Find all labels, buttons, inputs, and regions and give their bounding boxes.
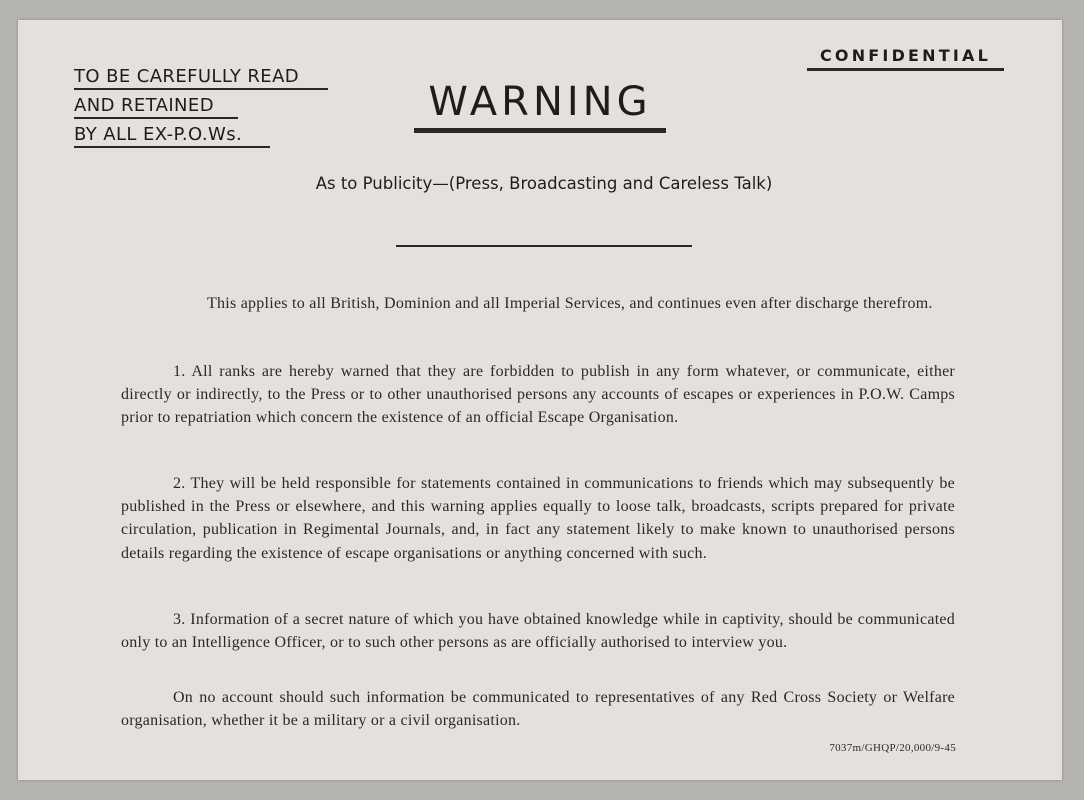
document-sheet <box>18 20 1062 780</box>
retain-notice <box>74 66 328 153</box>
paragraph-text: 3. Information of a secret nature of which you have obtained knowledge while in captivity, should be communicated only to an Intelligence Officer, or to such other persons as are officially authorised to interview you. <box>121 611 955 652</box>
retain-line-3: BY ALL EX-P.O.Ws. <box>74 124 270 148</box>
paragraph-text: On no account should such information be communicated to representatives of any Red Cross Society or Welfare organisation, whether it be a military or a civil organisation. <box>121 689 955 730</box>
intro-paragraph <box>121 292 955 315</box>
confidential-stamp: CONFIDENTIAL <box>807 46 1004 71</box>
paragraph-3 <box>121 608 955 654</box>
paragraph-4 <box>121 686 955 732</box>
page-title: WARNING <box>414 78 666 133</box>
divider-rule <box>396 245 692 247</box>
print-code: 7037m/GHQP/20,000/9-45 <box>829 742 956 754</box>
retain-line-1: TO BE CAREFULLY READ <box>74 66 328 90</box>
paragraph-text: 1. All ranks are hereby warned that they are forbidden to publish in any form whatever, or communicate, either directly or indirectly, to the Press or to other unauthorised persons any accounts of escapes or experiences in P.O.W. Camps prior to repatriation which concern the existence of an official Escape Organisation. <box>121 363 955 427</box>
paragraph-1 <box>121 360 955 430</box>
page-subtitle: As to Publicity—(Press, Broadcasting and Careless Talk) <box>315 174 773 193</box>
paragraph-text: 2. They will be held responsible for statements contained in communications to friends which may subsequently be published in the Press or elsewhere, and this warning applies equally to loose talk, broadcasts, scripts prepared for private circulation, publication in Regimental Journals, and, in fact any statement likely to make known to unauthorised persons details regarding the existence of escape organisations or anything concerned with such. <box>121 475 955 562</box>
paragraph-2 <box>121 472 955 565</box>
intro-text: This applies to all British, Dominion and all Imperial Services, and continues even after discharge therefrom. <box>207 295 933 312</box>
retain-line-2: AND RETAINED <box>74 95 238 119</box>
